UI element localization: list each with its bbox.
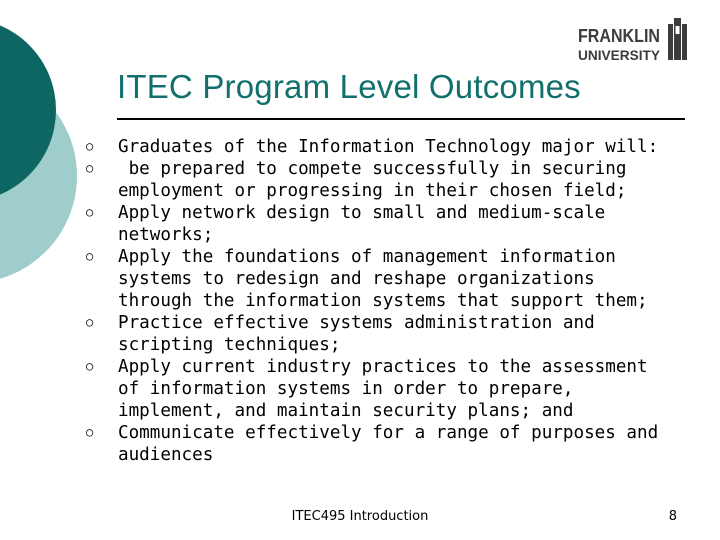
list-item-text: Apply current industry practices to the assessment of information systems in order to prepare, implement, and maintain security plans; and [118,357,648,421]
bullet-circle-icon: ○ [86,161,94,175]
list-item [86,422,666,466]
title-underline [117,118,685,120]
logo-word-franklin: FRANKLIN [578,26,660,46]
tower-icon [668,18,687,60]
bullet-circle-icon: ○ [86,139,94,153]
list-item-text: Communicate effectively for a range of purposes and audiences [118,423,659,465]
footer-course-label: ITEC495 Introduction [291,509,429,524]
list-item [86,312,666,356]
logo-word-university: UNIVERSITY [578,47,661,63]
list-item-text: Apply the foundations of management information systems to redesign and reshape organizations through the information systems that support them; [118,247,648,311]
page-number: 8 [668,509,677,524]
bullet-circle-icon: ○ [86,425,94,439]
list-item [86,246,666,312]
list-item-text: Graduates of the Information Technology major will: [118,137,659,157]
bullet-circle-icon: ○ [86,205,94,219]
list-item [86,202,666,246]
list-item [86,158,666,202]
bullet-circle-icon: ○ [86,249,94,263]
list-item [86,356,666,422]
list-item-text: Apply network design to small and medium-scale networks; [118,203,606,245]
bullet-circle-icon: ○ [86,359,94,373]
list-item-text: Practice effective systems administration and scripting techniques; [118,313,595,355]
slide-title: ITEC Program Level Outcomes [117,68,581,105]
outcomes-list [86,136,666,466]
list-item [86,136,666,158]
list-item-text: be prepared to compete successfully in securing employment or progressing in their chosen field; [118,159,638,201]
bullet-circle-icon: ○ [86,315,94,329]
franklin-university-logo [578,16,694,64]
